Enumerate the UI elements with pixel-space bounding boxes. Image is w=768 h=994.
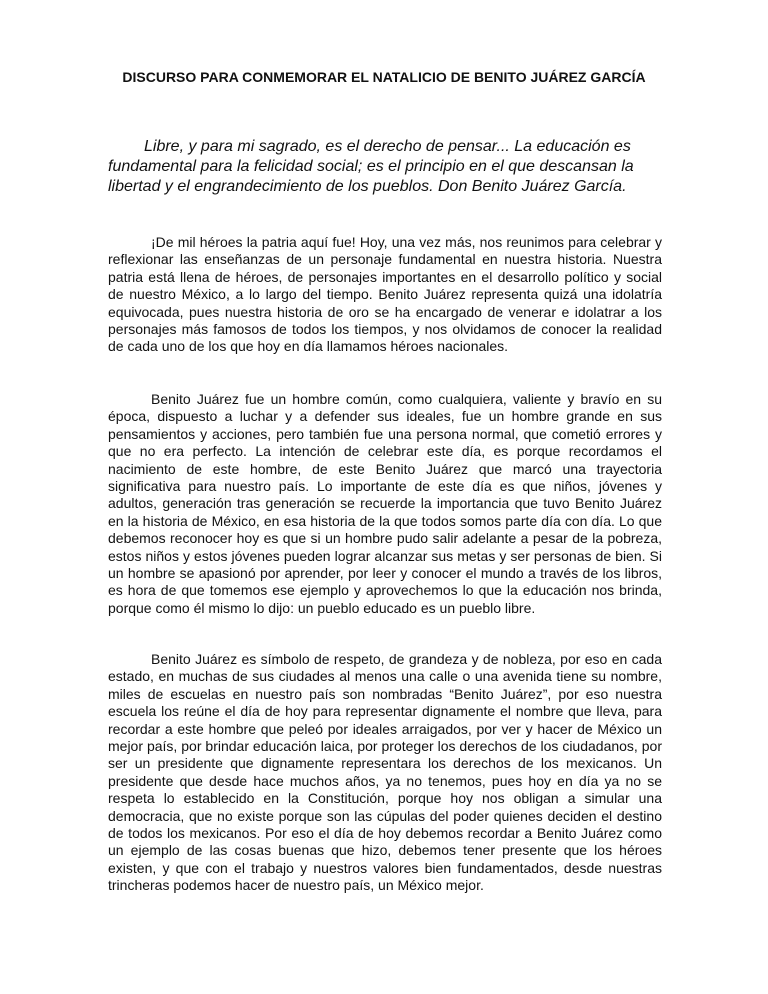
paragraph-2: Benito Juárez fue un hombre común, como cualquiera, valiente y bravío en su época, dispuesto a luchar y a defender sus ideales, fue un hombre grande en sus pensamientos y acciones, pero también fue una persona normal, que cometió errores y que no era perfecto. La intención de celebrar este día, es porque recordamos el nacimiento de este hombre, de este Benito Juárez que marcó una trayectoria significativa para nuestro país. Lo importante de este día es que niños, jóvenes y adultos, generación tras generación se recuerde la importancia que tuvo Benito Juárez en la historia de México, en esa historia de la que todos somos parte día con día. Lo que debemos reconocer hoy es que si un hombre pudo salir adelante a pesar de la pobreza, estos niños y estos jóvenes pueden lograr alcanzar sus metas y ser personas de bien. Si un hombre se apasionó por aprender, por leer y conocer el mundo a través de los libros, es hora de que tomemos ese ejemplo y aprovechemos lo que la educación nos brinda, porque como él mismo lo dijo: un pueblo educado es un pueblo libre. — [108, 391, 662, 616]
paragraph-3: Benito Juárez es símbolo de respeto, de grandeza y de nobleza, por eso en cada estado, en muchas de sus ciudades al menos una calle o una avenida tiene su nombre, miles de escuelas en nuestro país son nombradas “Benito Juárez”, por eso nuestra escuela los reúne el día de hoy para representar dignamente el nombre que lleva, para recordar a este hombre que peleó por ideales arraigados, por ver y hacer de México un mejor país, por brindar educación laica, por proteger los derechos de los ciudadanos, por ser un presidente que dignamente representara los derechos de los mexicanos. Un presidente que desde hace muchos años, ya no tenemos, pues hoy en día ya no se respeta lo establecido en la Constitución, porque hoy nos obligan a simular una democracia, que no existe porque son las cúpulas del poder quienes deciden el destino de todos los mexicanos. Por eso el día de hoy debemos recordar a Benito Juárez como un ejemplo de las cosas buenas que hizo, debemos tener presente que los héroes existen, y que con el trabajo y nuestros valores bien fundamentados, desde nuestras trincheras podemos hacer de nuestro país, un México mejor. — [108, 651, 662, 894]
epigraph-quote: Libre, y para mi sagrado, es el derecho de pensar... La educación es fundamental para la felicidad social; es el principio en el que descansan la libertad y el engrandecimiento de los pueblos. Don Benito Juárez García. — [108, 138, 634, 195]
document-title: DISCURSO PARA CONMEMORAR EL NATALICIO DE BENITO JUÁREZ GARCÍA — [122, 69, 646, 85]
paragraph-1: ¡De mil héroes la patria aquí fue! Hoy, una vez más, nos reunimos para celebrar y reflexionar las enseñanzas de un personaje fundamental en nuestra historia. Nuestra patria está llena de héroes, de personajes importantes en el desarrollo político y social de nuestro México, a lo largo del tiempo. Benito Juárez representa quizá una idolatría equivocada, pues nuestra historia de oro se ha encargado de venerar e idolatrar a los personajes más famosos de todos los tiempos, y nos olvidamos de conocer la realidad de cada uno de los que hoy en día llamamos héroes nacionales. — [108, 234, 662, 355]
